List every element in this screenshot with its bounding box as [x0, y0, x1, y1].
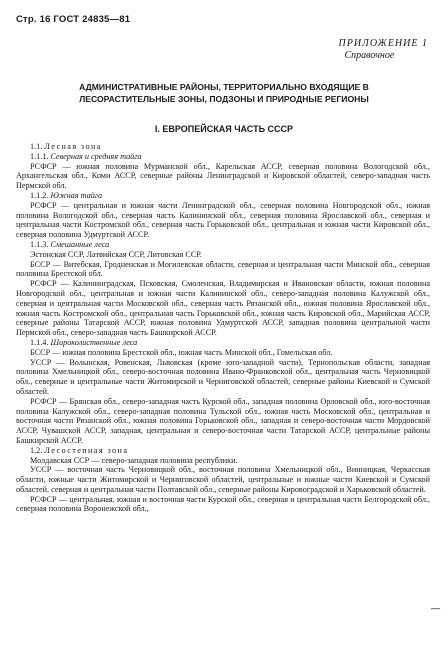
zone-title: Лесостепная зона	[44, 445, 129, 455]
title-line-2: ЛЕСОРАСТИТЕЛЬНЫЕ ЗОНЫ, ПОДЗОНЫ И ПРИРОДНЫЕ РЕГИОНЫ	[79, 93, 369, 104]
paragraph: БССР — Витебская, Гродненская и Могилевская области, северная и центральная части Минской обл., северная половина Брестской обл.	[16, 259, 430, 279]
paragraph: РСФСР — Калининградская, Псковская, Смоленская, Владимирская и Ивановская области, южная половина Новгородской обл., центральная и южная части Калининской обл., северо-западная половина Калужской обл., северная и центральная части Московской обл., северная часть Рязанской обл., южная половина Ярославской обл., южная часть Костромской обл., центральная часть Горьковской обл., южная часть Кировской обл., Марийская АССР, северные районы Татарской АССР, южная половина Удмуртской АССР, западная половина центральной части Пермской обл., северо-западная часть Башкирской АССР.	[16, 279, 430, 338]
section-heading: I. ЕВРОПЕЙСКАЯ ЧАСТЬ СССР	[154, 124, 294, 134]
paragraph: БССР — южная половина Брестской обл., южная часть Минской обл., Гомельская обл.	[30, 347, 333, 357]
zone-title: Лесная зона	[44, 142, 102, 151]
zone-number: 1.1.	[30, 142, 43, 151]
subzone-title: Смешанные леса	[50, 239, 110, 249]
zone-heading	[16, 142, 430, 152]
paragraph: РСФСР — Брянская обл., северо-западная часть Курской обл., западная половина Орловской обл., юго-восточная половина Калужской обл., северо-западная половина Тульской обл., южная часть Московской обл., центральная и восточная части Рязанской обл., южная половина Горьковской обл., западная и северо-восточная части Мордовской АССР, Чувашской АССР, западная, центральная и северо-восточная части Татарской АССР, центральные районы Башкирской АССР.	[16, 396, 430, 445]
paragraph: Молдавская ССР — северо-западная половина республики.	[30, 455, 238, 465]
zone-heading	[16, 446, 430, 456]
subzone-heading	[16, 338, 430, 348]
subzone-number: 1.1.3.	[30, 239, 49, 249]
subzone-heading	[16, 152, 430, 162]
subzone-title: Северная и средняя тайга	[50, 151, 142, 161]
paragraph: РСФСР — центральная и южная части Ленинградской обл., северная половина Новгородской обл., южная половина Вологодской обл., северная часть Калининской обл., северная половина Ярославской обл., северная и центральная части Костромской обл., северная часть Горьковской обл., центральная и южная части Кировской обл., северная половина Удмуртской АССР.	[16, 200, 430, 240]
paragraph: УССР — Волынская, Ровенская, Львовская (кроме юго-западной части), Тернопольская области, западная половина Хмельницкой обл., северо-восточная половина Ивано-Франковской обл., центральная часть Черновицкой обл., северные и центральные части Житомирской и Черниговской областей, северные районы Киевской и Сумской областей.	[16, 357, 430, 396]
subzone-heading	[16, 240, 430, 250]
zone-number: 1.2.	[30, 445, 43, 455]
appendix-subtitle: Справочное	[344, 50, 395, 61]
document-title	[20, 82, 428, 105]
subzone-number: 1.1.4.	[30, 337, 49, 347]
title-line-1: АДМИНИСТРАТИВНЫЕ РАЙОНЫ, ТЕРРИТОРИАЛЬНО ВХОДЯЩИЕ В	[79, 82, 369, 92]
continuation-marker: —	[431, 603, 440, 613]
paragraph: РСФСР — южная половина Мурманской обл., Карельская АССР, северная половина Вологодской обл., Архангельская обл., Коми АССР, северные районы Ленинградской и Кировской областей, северо-западная часть Пермской обл.	[16, 161, 430, 191]
subzone-number: 1.1.2.	[30, 190, 49, 200]
page-header: Стр. 16 ГОСТ 24835—81	[16, 14, 131, 25]
appendix-label	[339, 38, 429, 62]
subzone-title: Широколиственные леса	[50, 337, 138, 347]
subzone-number: 1.1.1.	[30, 151, 49, 161]
subzone-title: Южная тайга	[50, 190, 103, 200]
document-body	[16, 142, 430, 514]
paragraph: РСФСР — центральная, южная и восточная части Курской обл., северная и центральная части Белгородской обл., северная половина Воронежской обл.,	[16, 494, 430, 514]
subzone-heading	[16, 191, 430, 201]
appendix-title: ПРИЛОЖЕНИЕ 1	[338, 38, 428, 49]
paragraph: УССР — восточная часть Черновицкой обл., восточная половина Хмельницкой обл., Винницкая, Черкасская области, южные части Житомирской и Черниговской областей, центральные и южные части Киевской и Сумской областей, северная и центральная части Полтавской обл., северные районы Кировоградской и Харьковской областей.	[16, 465, 430, 494]
paragraph: Эстонская ССР, Латвийская ССР, Литовская ССР.	[30, 249, 202, 259]
